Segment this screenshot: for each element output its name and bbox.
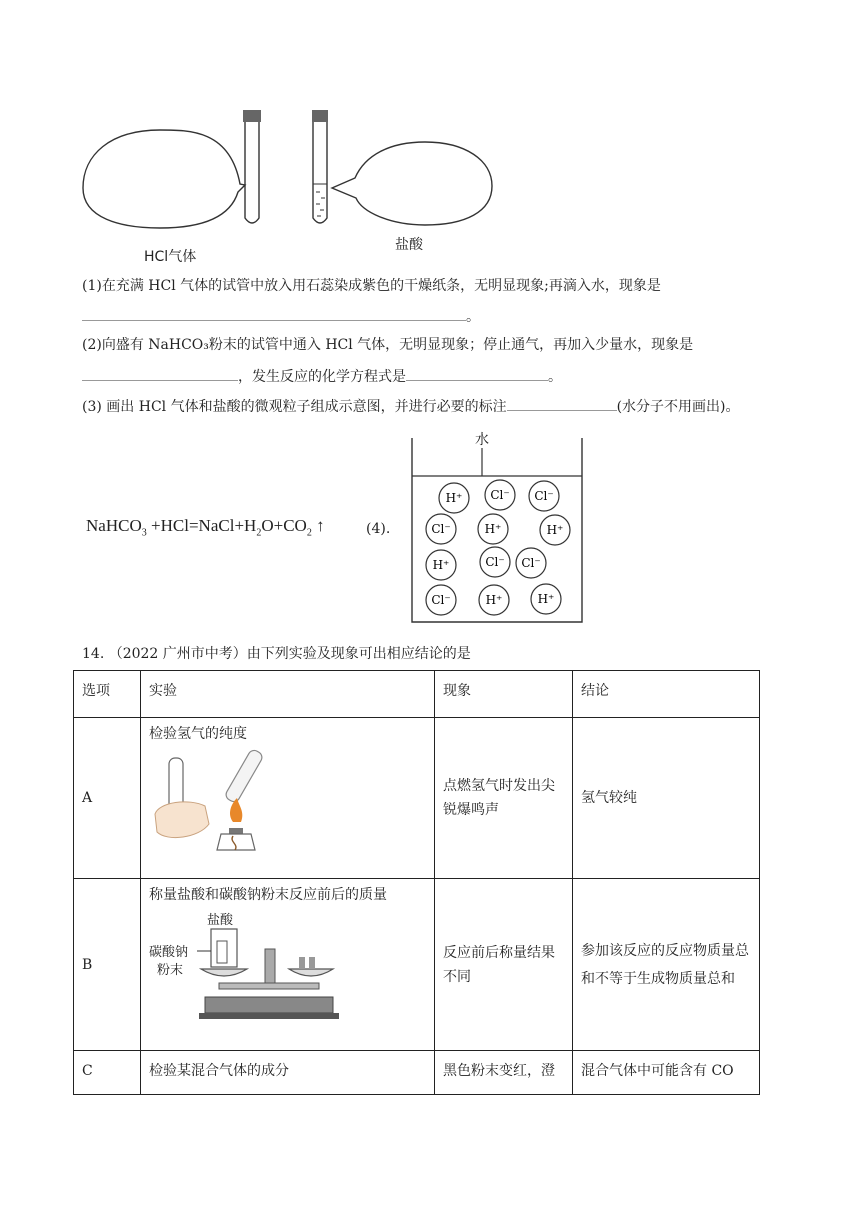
ion-particle (531, 584, 561, 614)
ion-particle (439, 483, 469, 513)
answer-blank[interactable] (507, 396, 617, 411)
q13-part2: (2)向盛有 NaHCO₃粉末的试管中通入 HCl 气体，无明显现象；停止通气，再加入少量水，现象是 (82, 337, 694, 353)
answer-blank[interactable] (406, 366, 548, 381)
ion-label: Cl⁻ (521, 556, 541, 570)
ion-particle (529, 481, 559, 511)
ion-particle (540, 515, 570, 545)
figure-test-tubes (80, 100, 500, 270)
table-header-row (74, 671, 760, 718)
beaker-diagram (410, 428, 585, 624)
ion-particle (485, 480, 515, 510)
q14-title: 14. （2022 广州市中考）由下列实验及现象可出相应结论的是 (82, 646, 471, 662)
row-a-option: A (74, 718, 141, 879)
row-b-phenomenon: 反应前后称量结果不同 (435, 879, 573, 1051)
ion-label: H⁺ (537, 592, 555, 606)
ion-label: H⁺ (485, 593, 503, 607)
ion-particle (480, 547, 510, 577)
table-row (74, 718, 760, 879)
q13-part1: (1)在充满 HCl 气体的试管中放入用石蕊染成紫色的干燥纸条，无明显现象;再滴入水，现象是 (82, 278, 661, 294)
header-experiment: 实验 (141, 671, 435, 718)
row-b-option: B (74, 879, 141, 1051)
ion-label: Cl⁻ (431, 593, 451, 607)
beaker-svg (410, 428, 585, 624)
label-sodium-carbonate: 碳酸钠 (149, 945, 189, 960)
hydrogen-purity-test-figure (149, 746, 269, 856)
label-hcl-gas: HCl气体 (144, 249, 197, 265)
ion-label: Cl⁻ (534, 489, 554, 503)
row-c-option: C (74, 1051, 141, 1095)
chemical-equation (86, 516, 325, 538)
header-phenomenon: 现象 (435, 671, 573, 718)
row-a-phenomenon: 点燃氢气时发出尖锐爆鸣声 (435, 718, 573, 879)
equation-text: NaHCO$_3$ $+HCl=NaCl+H_2O+CO_2$ ↑ (86, 516, 325, 539)
ion-label: H⁺ (546, 523, 564, 537)
ion-particle (426, 514, 456, 544)
ion-particle (426, 550, 456, 580)
ion-label: Cl⁻ (490, 488, 510, 502)
answer-blank[interactable] (82, 306, 466, 321)
ion-particle (478, 514, 508, 544)
ion-layer (426, 480, 570, 615)
ion-particle (516, 548, 546, 578)
answer-part4-label: (4). (366, 521, 391, 537)
ion-particle (426, 585, 456, 615)
balance-svg (149, 907, 349, 1025)
ion-label: H⁺ (445, 491, 463, 505)
beaker-water-label: 水 (475, 432, 489, 448)
row-a-conclusion: 氢气较纯 (573, 718, 760, 879)
table-row (74, 1051, 760, 1095)
q13-part3: (3) 画出 HCl 气体和盐酸的微观粒子组成示意图，并进行必要的标注 (水分子不用画出)。 (82, 396, 740, 417)
row-c-phenomenon: 黑色粉末变红，澄 (435, 1051, 573, 1095)
header-conclusion: 结论 (573, 671, 760, 718)
row-c-experiment: 检验某混合气体的成分 (141, 1051, 435, 1095)
row-b-experiment (141, 879, 435, 1051)
answer-blank[interactable] (82, 366, 238, 381)
q13-part2-answer-line: ，发生反应的化学方程式是 。 (82, 366, 562, 387)
ion-label: H⁺ (432, 558, 450, 572)
ion-label: Cl⁻ (431, 522, 451, 536)
ion-particle (479, 585, 509, 615)
table-row (74, 879, 760, 1051)
row-b-conclusion: 参加该反应的反应物质量总和不等于生成物质量总和 (573, 879, 760, 1051)
row-a-experiment (141, 718, 435, 879)
row-c-conclusion: 混合气体中可能含有 CO (573, 1051, 760, 1095)
label-hydrochloric-acid: 盐酸 (395, 237, 423, 253)
ion-label: H⁺ (484, 522, 502, 536)
balance-figure (149, 907, 349, 1025)
row-a-experiment-text: 检验氢气的纯度 (149, 726, 247, 742)
header-option: 选项 (74, 671, 141, 718)
row-b-experiment-text: 称量盐酸和碳酸钠粉末反应前后的质量 (149, 887, 387, 903)
label-acid: 盐酸 (207, 913, 234, 928)
q13-part1-answer-line: 。 (82, 306, 480, 327)
test-tubes-drawing (80, 100, 500, 270)
label-powder: 粉末 (157, 963, 184, 978)
q14-table (73, 670, 760, 1095)
ion-label: Cl⁻ (485, 555, 505, 569)
